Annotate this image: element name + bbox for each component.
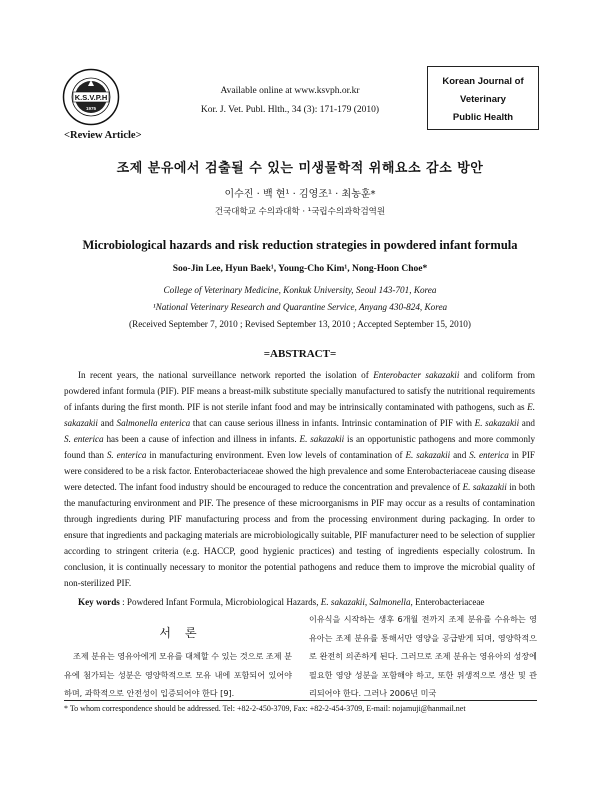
affiliation-2: ¹National Veterinary Research and Quarantine Service, Anyang 430-824, Korea: [152, 302, 448, 312]
abstract-text-run: in manufacturing environment. Even low levels of contamination of: [146, 450, 406, 460]
abstract-italic-term: Salmonella enterica: [116, 418, 191, 428]
abstract-italic-term: E. sakazakii: [405, 450, 451, 460]
seal-center-text: K.S.V.P.H: [74, 93, 108, 102]
right-column-text: 이유식을 시작하는 생후 6개월 전까지 조제 분유를 수유하는 영유아는 조제 분유를 통해서만 영양을 공급받게 되며, 영양학적으로 완전히 의존하게 된다. 그러므로 조제 분유는 영유아의 성장에 필요한 영양 성분을 포함해야 하고, 또한 위생적으로 생산 및 관리되어야 한다. 그러나 2006년 미국: [309, 614, 537, 698]
abstract-text-run: is an opportunistic pathogens and more commonly found than: [64, 434, 536, 460]
korean-authors: 이수진 · 백 현¹ · 김영조¹ · 최농훈*: [224, 189, 376, 200]
abstract-italic-term: Enterobacter sakazakii: [373, 370, 460, 380]
abstract-text-run: and: [450, 450, 470, 460]
seal-year: 1975: [85, 106, 97, 111]
keywords-label: Key words: [78, 597, 120, 607]
journal-name-box: [427, 66, 539, 130]
section-title-introduction: 서론: [159, 626, 211, 640]
abstract-text-run: and coliform from powdered infant formula (PIF). PIF means a breast-milk substitute specially manufactured to satisfy the nutritional requirements of infants during the first month. PIF is not sterile infant food and may be intrinsically contaminated with pathogens, such as: [64, 370, 535, 412]
abstract-italic-term: E. sakazakii: [64, 402, 535, 428]
abstract-text-run: and: [97, 418, 117, 428]
abstract-heading: =ABSTRACT=: [263, 348, 337, 360]
abstract-text-run: that can cause serious illness in infants. Intrinsic contamination of PIF with: [190, 418, 475, 428]
abstract-italic-term: S. enterica: [64, 434, 104, 444]
journal-line-3: Public Health: [452, 112, 514, 123]
abstract-text-run: in both the manufacturing environment and PIF. The presence of these microorganisms in PIF may occur as a results of contamination through ingredients during PIF manufacturing process and from the processing environment during packaging. In order to ensure that ingredients and packaging materials are microbiologically suitable, PIF manufacturer need to be selection of supplier according to stringent criteria (e.g. HACCP, good hygienic practices) and testing of ingredients especially colostrum. In conclusion, it is continually necessary to monitor the potential pathogens and reduce them to improve the microbial quality of non-sterilized PIF.: [64, 482, 535, 588]
left-column-text: 조제 분유는 영유아에게 모유를 대체할 수 있는 것으로 조제 분유에 첨가되는 성분은 영양학적으로 모유 내에 포함되어 있어야 하며, 과학적으로 안전성이 입증되어야 한다 [9].: [64, 651, 292, 698]
keywords: [64, 594, 535, 610]
left-column: [64, 612, 292, 703]
journal-line-1: Korean Journal of: [442, 76, 524, 87]
abstract-text-run: In recent years, the national surveillance network reported the isolation of: [78, 370, 374, 380]
received-dates: (Received September 7, 2010 ; Revised September 13, 2010 ; Accepted September 15, 2010): [129, 319, 471, 329]
affiliation-1: College of Veterinary Medicine, Konkuk University, Seoul 143-701, Korea: [163, 285, 437, 295]
available-online: Available online at www.ksvph.or.kr: [220, 86, 360, 96]
header-citation-block: [160, 82, 420, 120]
korean-affiliation: 건국대학교 수의과대학 · ¹국립수의과학검역원: [214, 207, 386, 217]
abstract-body: [64, 367, 535, 591]
footnote: * To whom correspondence should be addressed. Tel: +82-2-450-3709, Fax: +82-2-454-3709, E-mail: nojamuji@hanmail.net: [64, 704, 466, 713]
abstract-text-run: in PIF were considered to be a risk factor. Enterobacteriaceae showed the high prevalence and some Enterobacteriaceae causing disease were detected. The infant food industry should be encouraged to reduce the concentration and prevalence of: [64, 450, 535, 492]
keyword-salmonella: Salmonella: [369, 597, 411, 607]
abstract-italic-term: E. sakazakii: [474, 418, 520, 428]
keywords-text: : Powdered Infant Formula, Microbiological Hazards,: [119, 597, 321, 607]
abstract-italic-term: S. enterica: [469, 450, 509, 460]
abstract-text-run: and: [519, 418, 535, 428]
right-column: [309, 610, 537, 703]
english-authors: Soo-Jin Lee, Hyun Baek¹, Young-Cho Kim¹, Nong-Hoon Choe*: [172, 264, 428, 274]
english-title: Microbiological hazards and risk reduction strategies in powdered infant formula: [82, 238, 518, 252]
society-seal-logo: [62, 68, 120, 126]
abstract-italic-term: E. sakazakii: [462, 482, 507, 492]
article-type: <Review Article>: [64, 130, 142, 141]
journal-line-2: Veterinary: [460, 94, 506, 105]
keywords-separator: ,: [364, 597, 370, 607]
footnote-divider: [64, 700, 537, 701]
abstract-text-run: has been a cause of infection and illness in infants.: [103, 434, 300, 444]
abstract-italic-term: E. sakazakii: [299, 434, 345, 444]
keywords-end: , Enterobacteriaceae: [410, 597, 485, 607]
keyword-esakazakii: E. sakazakii: [320, 597, 365, 607]
korean-title: 조제 분유에서 검출될 수 있는 미생물학적 위해요소 감소 방안: [116, 161, 484, 176]
citation: Kor. J. Vet. Publ. Hlth., 34 (3): 171-179 (2010): [200, 105, 380, 115]
abstract-italic-term: S. enterica: [106, 450, 147, 460]
